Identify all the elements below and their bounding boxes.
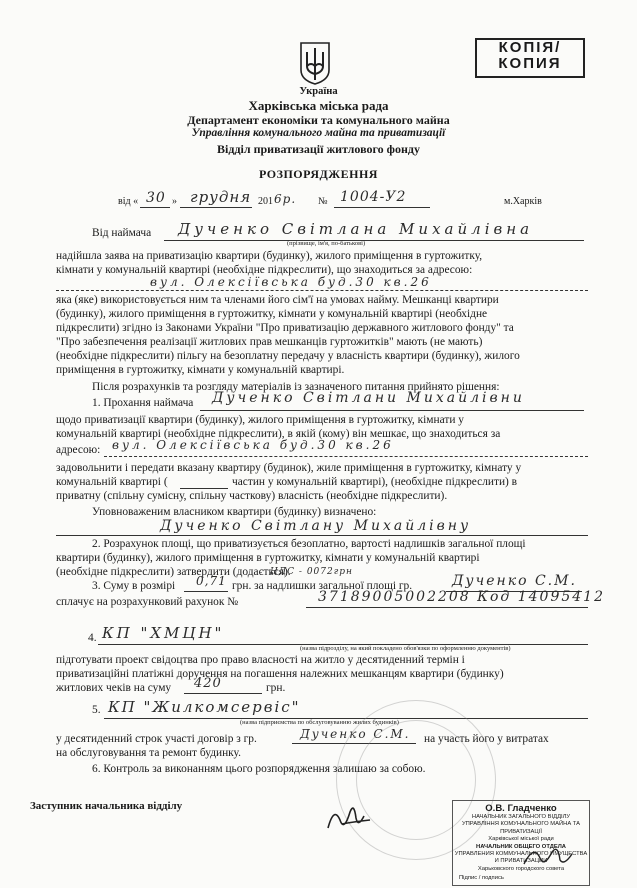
date-year-suffix: 6р. <box>274 192 297 206</box>
date-close-quote: » <box>172 196 177 207</box>
item1-name: Дученко Світлани Михайлівни <box>212 390 525 406</box>
doc-number: 1004-У2 <box>340 189 407 205</box>
p1-line-6: "Про забезпечення реалізації житлових прав мешканців гуртожитків" мають (не мають) <box>56 336 483 348</box>
item5-unit: КП "Жилкомсервіс" <box>108 698 301 716</box>
header-division: Відділ приватизації житлового фонду <box>217 142 420 156</box>
item1-line-1: щодо приватизації квартири (будинку), жилого приміщення в гуртожитку, кімнати у <box>56 414 464 426</box>
doc-title: РОЗПОРЯДЖЕННЯ <box>259 167 378 181</box>
item2-line-3: (необхідне підкреслити) затвердити (додається). <box>56 566 291 578</box>
p2-decision: Після розрахунків та розгляду матеріалів із зазначеного питання прийнято рішення: <box>92 381 500 393</box>
date-from-label: від « <box>118 196 139 207</box>
p1-line-8: приміщення в гуртожитку, кімнати у комунальній квартирі. <box>56 364 345 376</box>
item2-line-2: квартири (будинку), жилого приміщення в гуртожитку, кімнати у комунальній квартирі <box>56 552 480 564</box>
p1-line-2: кімнати у комунальній квартирі (необхідне підкреслити), що знаходиться за адресою: <box>56 264 473 276</box>
item1-line-2: комунальній квартирі (необхідне підкреслити), в якій (кому) він мешкає, що знаходиться за <box>56 428 501 440</box>
p1-line-5: підкреслити) згідно із Законами України "Про приватизацію державного житлового фонду" та <box>56 322 514 334</box>
item1-address-label: адресою: <box>56 444 101 456</box>
item5-line-2: на обслуговування та ремонт будинку. <box>56 747 241 759</box>
item5-line-1a: у десятиденний строк участі договір з гр. <box>56 733 257 745</box>
date-month: грудня <box>190 188 252 206</box>
item3-text: грн. за надлишки загальної площі гр. <box>232 580 413 592</box>
item1-line-4b: частин у комунальній квартирі), (необхідне підкреслити) в <box>232 476 518 488</box>
handwritten-signature-icon <box>322 798 378 836</box>
item4-line-1: підготувати проект свідоцтва про право власності на житло у десятиденний термін і <box>56 654 465 666</box>
item3-payer: Дученко С.М. <box>452 573 577 589</box>
header-department: Департамент економіки та комунального майна <box>187 113 450 127</box>
tenant-caption: (прізвище, ім'я, по-батькові) <box>287 240 366 247</box>
stamp-line-6: Харьковского городского совета <box>477 865 565 872</box>
item3-label: 3. Суму в розмірі <box>92 580 176 592</box>
tenant-label: Від наймача <box>92 227 152 239</box>
item1-line-3: задовольнити і передати вказану квартиру (будинок), жиле приміщення в гуртожитку, кімнату у <box>56 462 522 474</box>
item4-line-3b: грн. <box>266 682 286 694</box>
item3-amount: 0,71 <box>196 574 227 588</box>
item1-line-4a: комунальній квартирі ( <box>56 476 168 488</box>
number-label: № <box>318 196 328 207</box>
p1-line-1: надійшла заява на приватизацію квартири (будинку), жилого приміщення в гуртожитку, <box>56 250 483 262</box>
tenant-name: Дученко Світлана Михайлівна <box>178 220 534 238</box>
item4-caption: (назва підрозділу, на який покладено обов'язки по оформленню документів) <box>300 645 511 652</box>
copy-stamp-line-1: КОПІЯ/ <box>498 39 562 56</box>
stamp-line-2: УПРАВЛІННЯ КОМУНАЛЬНОГО МАЙНА ТА ПРИВАТИЗАЦІЇ <box>461 821 581 835</box>
signatory-name: О.В. Гладченко <box>485 803 557 814</box>
city-label: м.Харків <box>504 196 542 207</box>
trident-emblem-icon <box>298 40 332 86</box>
item6-control: 6. Контроль за виконанням цього розпорядження залишаю за собою. <box>92 763 426 775</box>
stamp-line-3: Харківської міської ради <box>488 836 554 843</box>
copy-stamp <box>475 38 585 78</box>
item1-line-5: приватну (спільну сумісну, спільну часткову) власність (необхідне підкреслити). <box>56 490 448 502</box>
item3-account: 37189005002208 Код 14095412 <box>318 589 605 605</box>
date-day: 30 <box>146 190 166 206</box>
item4-prefix: 4. <box>88 632 97 644</box>
item4-line-3a: житлових чеків на суму <box>56 682 172 694</box>
stamp-sign-label: Підпис / подпись <box>459 875 504 882</box>
item2-line-1: 2. Розрахунок площі, що приватизується безоплатно, вартості надлишків загальної площі <box>92 538 526 550</box>
date-year-prefix: 201 <box>258 196 273 207</box>
item3-note: НДС - 0072грн <box>270 567 353 577</box>
address-handwritten: вул. Олексіївська буд.30 кв.26 <box>150 275 432 289</box>
p1-line-3: яка (яке) використовується ним та членами його сім'ї на умовах найму. Мешканці квартири <box>56 294 499 306</box>
p1-line-7: (необхідне підкреслити) пільгу на безоплатну передачу у власність квартири (будинку), жилого <box>56 350 520 362</box>
header-administration: Управління комунального майна та приватизації <box>191 127 446 139</box>
signatory-position: Заступник начальника відділу <box>30 800 183 812</box>
item4-unit: КП "ХМЦН" <box>102 624 225 642</box>
item4-sum: 420 <box>194 676 222 691</box>
header-council: Харківська міська рада <box>248 98 389 113</box>
owner-name: Дученко Світлану Михайлівну <box>160 518 472 534</box>
item1-label: 1. Прохання наймача <box>92 397 194 409</box>
item1-address: вул. Олексіївська буд.30 кв.26 <box>112 438 394 452</box>
item5-caption: (назва підприємства по обслуговуванню жилих будинків) <box>240 719 399 726</box>
stamp-line-5: УПРАВЛЕНИЯ КОММУНАЛЬНОГО ИМУЩЕСТВА И ПРИВАТИЗАЦИИ <box>454 851 588 865</box>
item5-line-1b: на участь його у витратах <box>424 733 549 745</box>
stamp-signature-icon <box>520 842 576 872</box>
header-country: Україна <box>299 86 338 97</box>
stamp-line-4: НАЧАЛЬНИК ОБЩЕГО ОТДЕЛА <box>476 843 566 850</box>
owner-label: Уповноваженим власником квартири (будинку) визначено: <box>92 506 377 518</box>
item4-line-2: приватизаційні платіжні доручення на погашення належних мешканцям квартири (будинку) <box>56 668 504 680</box>
copy-stamp-line-2: КОПИЯ <box>498 55 562 72</box>
p1-line-4: (будинку), жилого приміщення в гуртожитку, кімнати у комунальній квартирі (необхідне <box>56 308 488 320</box>
item5-prefix: 5. <box>92 704 101 716</box>
item3-account-label: сплачує на розрахунковий рахунок № <box>56 596 239 608</box>
stamp-line-1: НАЧАЛЬНИК ЗАГАЛЬНОГО ВІДДІЛУ <box>471 814 571 820</box>
item5-person: Дученко С.М. <box>300 727 411 741</box>
